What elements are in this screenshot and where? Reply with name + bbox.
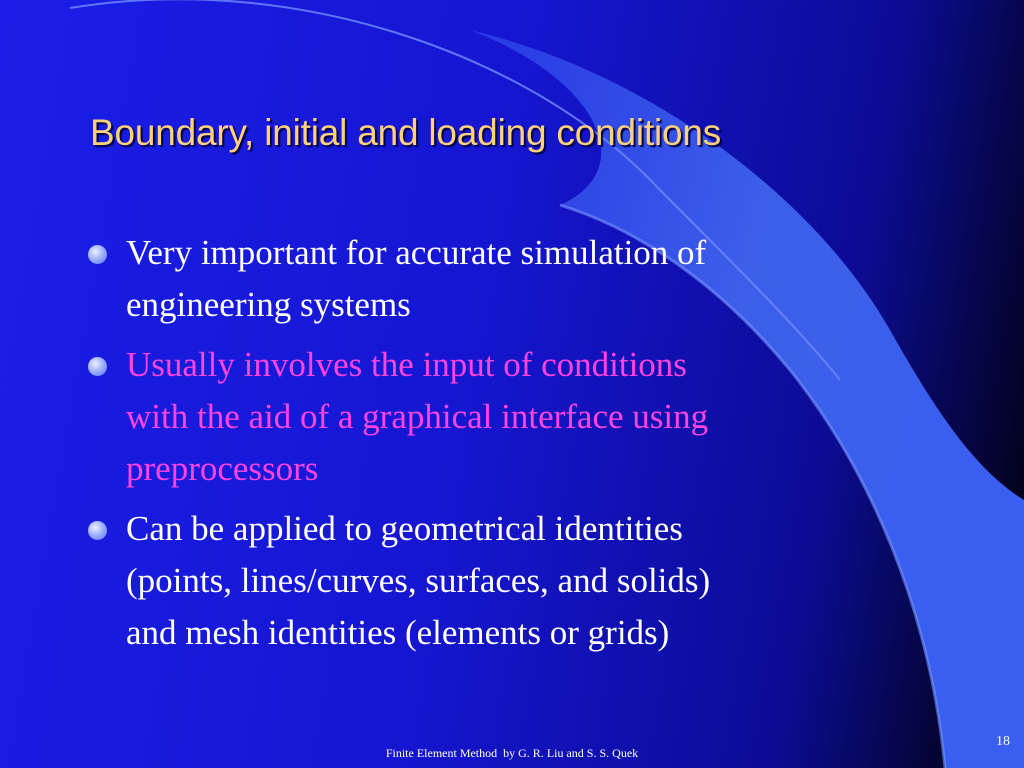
page-number: 18 — [996, 734, 1010, 749]
bullet-item — [88, 339, 908, 495]
bullet-text-highlighted: Usually involves the input of conditions with the aid of a graphical interface using preprocessors — [126, 345, 709, 488]
bullet-item — [88, 227, 908, 331]
bullet-text: Can be applied to geometrical identities (points, lines/curves, surfaces, and solids) and mesh identities (elements or grids) — [126, 509, 711, 652]
bullet-dot-icon — [88, 357, 107, 376]
bullet-text: Very important for accurate simulation of engineering systems — [126, 233, 707, 324]
bullet-list — [88, 227, 908, 667]
bullet-dot-icon — [88, 245, 107, 264]
slide-footer: Finite Element Method by G. R. Liu and S. S. Quek — [385, 746, 639, 760]
bullet-item — [88, 503, 908, 659]
slide-title: Boundary, initial and loading conditions — [90, 112, 722, 153]
bullet-dot-icon — [88, 521, 107, 540]
